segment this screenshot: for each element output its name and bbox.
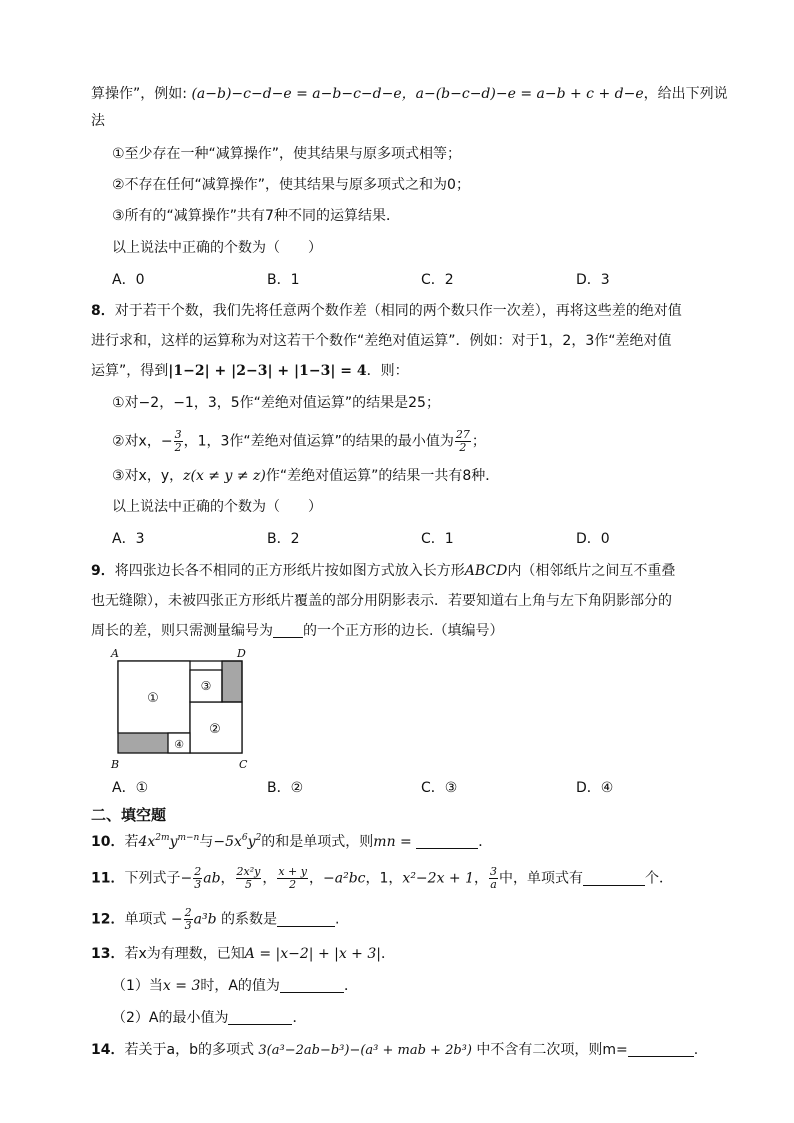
q8-s3-b: 作“差绝对值运算”的结果一共有8种． <box>265 468 500 484</box>
q12-end: . <box>335 911 340 928</box>
q11-text-c: 个． <box>645 870 674 887</box>
q8-frac1-num: 3 <box>174 428 182 441</box>
q14-answer-blank[interactable] <box>628 1041 694 1057</box>
q11-f1-tail: ab <box>203 870 221 887</box>
q8-frac2-num: 27 <box>455 428 470 441</box>
q9-line2: 也无缝隙），未被四张正方形纸片覆盖的部分用阴影表示．若要知道右上角与左下角阴影部分的 <box>91 593 672 609</box>
q7-intro: 算操作”，例如: <box>91 86 187 102</box>
shade-bottom-left <box>118 733 168 753</box>
q8-option-d[interactable]: D．0 <box>576 531 610 547</box>
q12-text-a: 单项式 − <box>124 911 183 928</box>
q7-line2: 法 <box>91 113 105 129</box>
q8-statement-3 <box>112 466 499 486</box>
q10-number: 10． <box>91 834 125 850</box>
q12-number: 12． <box>91 911 125 928</box>
q13-p2-a: （2）A的最小值为 <box>112 1010 229 1026</box>
q14-end: . <box>693 1042 699 1058</box>
corner-d-label: D <box>237 647 246 660</box>
q9-text-3b: 的一个正方形的边长.（填编号） <box>303 623 504 639</box>
q7-intro-tail: ，给出下列说 <box>643 86 728 102</box>
q7-statement-2: ②不存在任何“减算操作”，使其结果与原多项式之和为0； <box>112 177 470 193</box>
q13-line <box>91 944 395 964</box>
q12-frac <box>184 907 193 932</box>
q13-p1-answer-blank[interactable] <box>280 977 344 993</box>
shade-top-right <box>222 661 242 702</box>
q8-frac1-den: 2 <box>174 441 182 454</box>
q11-f6: x²−2x + 1 <box>402 870 475 887</box>
q8-text-1: 对于若干个数，我们先将任意两个数作差（相同的两个数只作一次差），再将这些差的绝对值 <box>114 303 682 319</box>
q11-text-b: 中，单项式有 <box>499 870 584 887</box>
q12-frac-num: 2 <box>184 906 192 919</box>
q12-answer-blank[interactable] <box>277 911 335 927</box>
q10-term2-exp1: 6 <box>241 833 248 843</box>
q14-text-a: 若关于a，b的多项式 <box>124 1042 259 1058</box>
q9-answer-blank[interactable] <box>273 622 303 638</box>
q8-s2-a: ②对x，− <box>112 433 173 450</box>
q10-term1-exp1: 2m <box>155 833 170 843</box>
q10-answer-blank[interactable] <box>416 833 478 849</box>
q13-number: 13． <box>91 946 125 962</box>
q8-frac-27-2 <box>455 429 471 454</box>
q12-text-b: 的系数是 <box>216 911 278 928</box>
q13-part1 <box>112 976 358 996</box>
q8-text-3b: ．则： <box>366 363 409 379</box>
q11-f1-sign: − <box>180 870 193 887</box>
q8-s2-c: ； <box>471 433 486 450</box>
q9-text-3a: 周长的差，则只需测量编号为 <box>91 623 273 639</box>
label-4: ④ <box>174 738 184 751</box>
q8-number: 8． <box>91 303 115 319</box>
comma: ， <box>220 870 235 887</box>
q13-expr: A = |x−2| + |x + 3| <box>244 946 381 962</box>
q10-text-b: 与 <box>199 834 214 850</box>
comma: ， <box>262 870 277 887</box>
q7-option-c[interactable]: C．2 <box>421 272 454 288</box>
q11-frac3-den: 2 <box>289 878 297 891</box>
q7-statement-3: ③所有的“减算操作”共有7种不同的运算结果． <box>112 208 400 224</box>
corner-a-label: A <box>111 647 119 660</box>
q10-term1-exp2: m−n <box>177 833 200 843</box>
q9-figure <box>108 644 258 772</box>
q12-tail: a³b <box>193 911 217 928</box>
q11-frac7-num: 3 <box>490 865 498 878</box>
comma: ， <box>309 870 323 887</box>
q8-option-b[interactable]: B．2 <box>267 531 300 547</box>
q9-option-c[interactable]: C．③ <box>421 780 458 796</box>
q10-term2-exp2: 2 <box>255 833 262 843</box>
q9-option-d[interactable]: D．④ <box>576 780 614 796</box>
q14-line <box>91 1040 698 1061</box>
label-2: ② <box>209 722 221 737</box>
q8-option-a[interactable]: A．3 <box>112 531 145 547</box>
comma: ， <box>388 870 403 887</box>
q8-s3-a: ③对x，y， <box>112 468 184 484</box>
q10-text-c: 的和是单项式，则 <box>261 834 374 850</box>
section-title: 二、填空题 <box>91 806 167 824</box>
q13-part2 <box>112 1008 306 1028</box>
q7-statement-1: ①至少存在一种“减算操作”，使其结果与原多项式相等； <box>112 146 462 162</box>
q8-line3 <box>91 361 409 381</box>
q10-line <box>91 832 492 852</box>
q13-p1-b: 时，A的值为 <box>200 978 280 994</box>
q8-line2: 进行求和，这样的运算称为对这若干个数作“差绝对值运算”．例如：对于1，2，3作“差绝对值 <box>91 333 672 349</box>
label-3: ③ <box>200 679 212 693</box>
q10-mn: mn = <box>373 834 417 850</box>
q13-p1-cond: x = 3 <box>162 978 201 994</box>
corner-c-label: C <box>239 758 248 771</box>
q11-line <box>91 866 673 891</box>
q11-frac2 <box>236 866 262 891</box>
q9-line3 <box>91 621 503 641</box>
q10-text-a: 若 <box>124 834 139 850</box>
q7-option-b[interactable]: B．1 <box>267 272 300 288</box>
q13-p1-a: （1）当 <box>112 978 163 994</box>
q10-end: ． <box>478 834 493 850</box>
q8-option-c[interactable]: C．1 <box>421 531 454 547</box>
q11-frac3-num: x + y <box>278 865 307 878</box>
q10-term1-y: y <box>169 834 178 850</box>
q11-text-a: 下列式子 <box>124 870 181 887</box>
comma: ， <box>474 870 489 887</box>
q8-statement-2 <box>112 429 486 454</box>
q7-line1 <box>91 84 728 104</box>
q11-frac3 <box>277 866 308 891</box>
q11-answer-blank[interactable] <box>583 870 645 886</box>
q10-term1: 4x <box>138 834 156 850</box>
q8-text-3a: 运算”，得到 <box>91 363 169 379</box>
q8-example-expr: |1−2| + |2−3| + |1−3| = 4 <box>168 363 367 379</box>
q9-rect-name: ABCD <box>464 563 508 579</box>
q11-frac1-num: 2 <box>194 865 202 878</box>
q11-frac7-den: a <box>490 878 497 891</box>
q12-frac-den: 3 <box>184 919 192 932</box>
q11-number: 11． <box>91 870 125 887</box>
q11-frac2-den: 5 <box>244 878 252 891</box>
q8-frac2-den: 2 <box>459 441 467 454</box>
q7-ask: 以上说法中正确的个数为（ ） <box>112 240 322 256</box>
q7-option-a[interactable]: A．0 <box>112 272 145 288</box>
q11-frac1-den: 3 <box>194 878 202 891</box>
q8-frac-3-2 <box>174 429 183 454</box>
q9-option-a[interactable]: A．① <box>112 780 149 796</box>
comma: ， <box>365 870 380 887</box>
q8-s3-expr: z(x ≠ y ≠ z) <box>183 468 266 484</box>
q10-term2-y: y <box>247 834 256 850</box>
q10-term2: −5x <box>213 834 242 850</box>
q9-text-1a: 将四张边长各不相同的正方形纸片按如图方式放入长方形 <box>114 563 465 579</box>
q8-ask: 以上说法中正确的个数为（ ） <box>112 499 322 515</box>
q11-f5: 1 <box>379 870 389 887</box>
q11-frac2-num: 2x²y <box>236 865 261 878</box>
q11-frac7 <box>489 866 498 891</box>
q14-expr: 3(a³−2ab−b³)−(a³ + mab + 2b³) <box>258 1043 472 1058</box>
corner-b-label: B <box>111 758 120 771</box>
q13-text-a: 若x为有理数，已知 <box>124 946 245 962</box>
q8-line1 <box>91 301 682 321</box>
label-1: ① <box>147 691 159 706</box>
q13-p2-answer-blank[interactable] <box>228 1009 292 1025</box>
q9-number: 9． <box>91 563 115 579</box>
q12-line <box>91 907 340 932</box>
q7-option-d[interactable]: D．3 <box>576 272 610 288</box>
q11-frac1 <box>193 866 202 891</box>
q8-statement-1: ①对−2，−1，3，5作“差绝对值运算”的结果是25； <box>112 395 440 411</box>
q13-end: ． <box>381 946 395 962</box>
q14-number: 14． <box>91 1042 125 1058</box>
q13-p1-end: ． <box>343 978 358 994</box>
q9-line1 <box>91 561 675 581</box>
q9-text-1b: 内（相邻纸片之间互不重叠 <box>507 563 676 579</box>
q11-f4: −a²bc <box>323 870 366 887</box>
q8-s2-b: ，1，3作“差绝对值运算”的结果的最小值为 <box>183 433 454 450</box>
q14-text-b: 中不含有二次项，则m= <box>471 1042 628 1058</box>
q7-example: (a−b)−c−d−e = a−b−c−d−e，a−(b−c−d)−e = a−b + c + d−e <box>191 86 644 102</box>
q13-p2-end: ． <box>292 1010 307 1026</box>
q9-option-b[interactable]: B．② <box>267 780 304 796</box>
